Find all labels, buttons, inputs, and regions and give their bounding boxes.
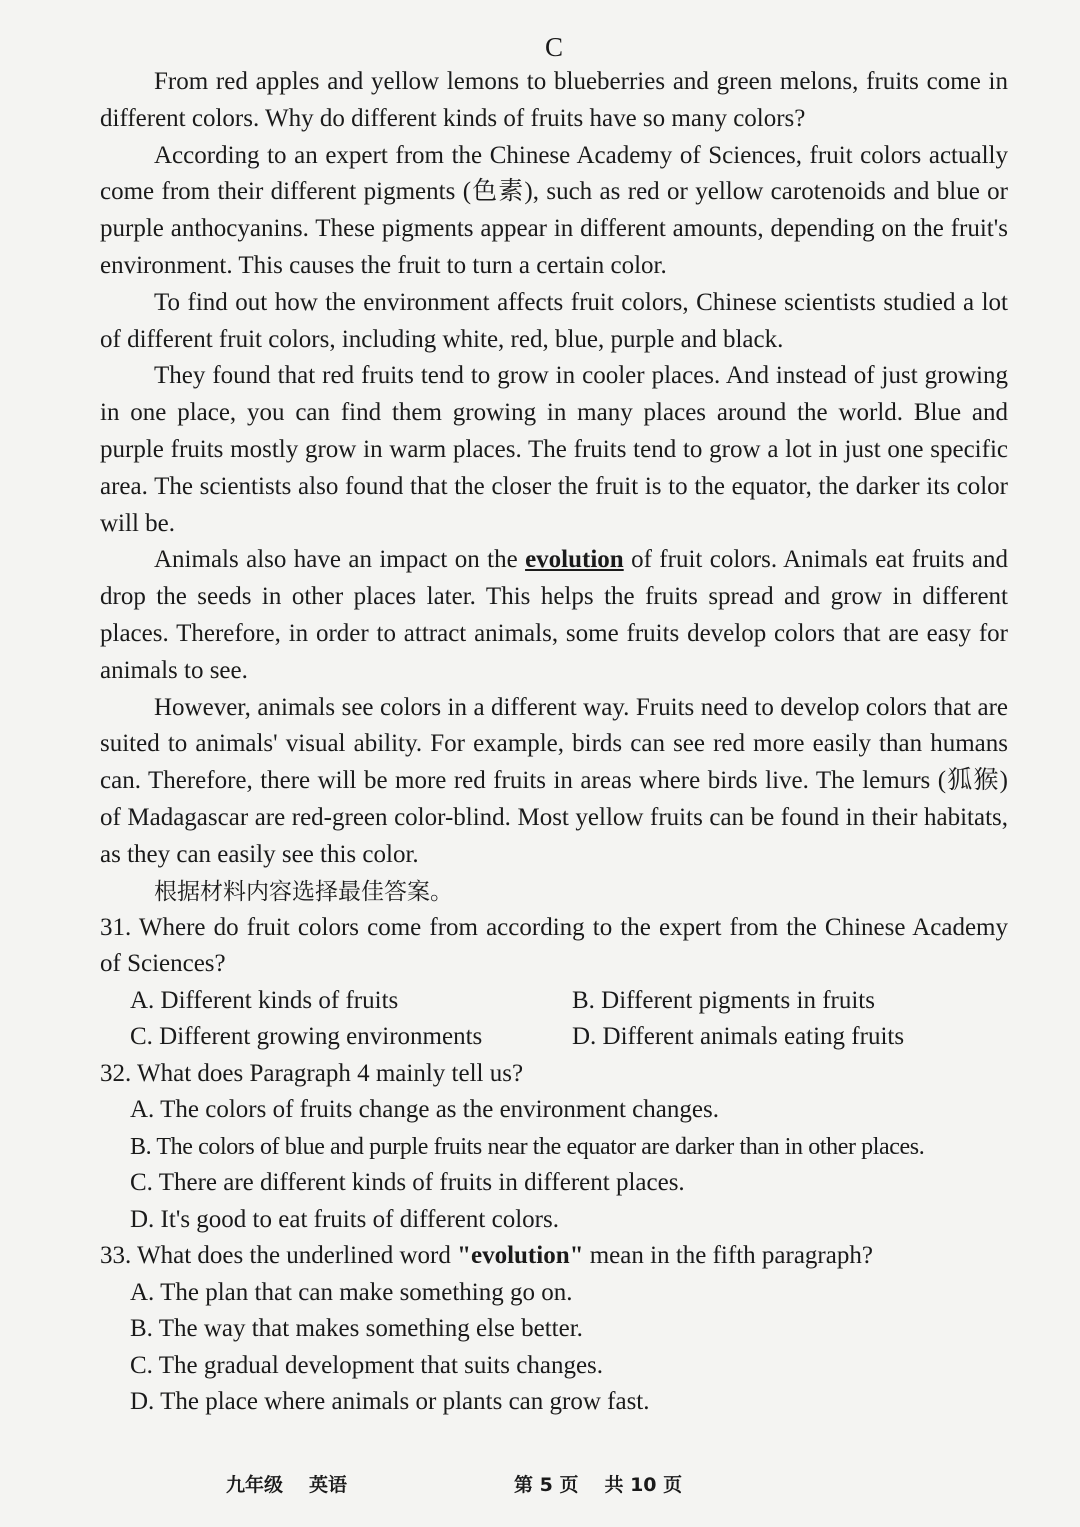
footer-total-pages: 共 10 页: [604, 1474, 683, 1496]
question-31-stem: 31. Where do fruit colors come from according to the expert from the Chinese Academy of Sciences?: [100, 913, 1008, 978]
passage-paragraph-4: They found that red fruits tend to grow in cooler places. And instead of just growing in one place, you can find them growing in many places around the world. Blue and purple fruits mostly grow in warm places. The fruits tend to grow a lot in just one specific area. The scientists also found that the closer the fruit is to the equator, the darker its color will be.: [100, 362, 1008, 537]
underlined-word-evolution: evolution: [525, 546, 624, 574]
question-33-stem-after: mean in the fifth paragraph?: [583, 1242, 873, 1270]
question-31-option-b: B. Different pigments in fruits: [572, 986, 875, 1014]
question-33-option-a: A. The plan that can make something go on.: [130, 1278, 573, 1306]
footer-right: [514, 1470, 682, 1497]
question-31-option-a: A. Different kinds of fruits: [130, 986, 399, 1014]
question-33-stem: [100, 1238, 1008, 1275]
question-33-option-b: B. The way that makes something else better.: [130, 1315, 583, 1343]
question-31-option-d: D. Different animals eating fruits: [572, 1023, 905, 1051]
footer-left: [226, 1470, 347, 1497]
footer-subject: 英语: [309, 1474, 348, 1496]
question-33-stem-word: "evolution": [457, 1242, 584, 1270]
question-31-options: [130, 983, 1008, 1056]
question-31: [100, 910, 1008, 1056]
exam-page: [100, 30, 1008, 1421]
passage-paragraph-5: [100, 542, 1008, 689]
question-33-option-c: C. The gradual development that suits changes.: [130, 1351, 604, 1379]
paragraph-5-after: of fruit colors. Animals eat fruits and drop the seeds in other places later. This helps the fruits spread and grow in different places. Therefore, in order to attract animals, some fruits develop colors that are easy for animals to see.: [100, 546, 1008, 684]
passage-paragraph-1: From red apples and yellow lemons to blueberries and green melons, fruits come in different colors. Why do different kinds of fruits have so many colors?: [100, 68, 1008, 132]
instruction-text: 根据材料内容选择最佳答案。: [154, 878, 453, 905]
question-32-stem: 32. What does Paragraph 4 mainly tell us?: [100, 1059, 524, 1087]
question-31-option-c: C. Different growing environments: [130, 1023, 483, 1051]
section-title: C: [544, 32, 563, 62]
question-33-stem-before: 33. What does the underlined word: [100, 1242, 458, 1270]
passage-paragraph-2: According to an expert from the Chinese Academy of Sciences, fruit colors actually come from their different pigments (色素), such as red or yellow carotenoids and blue or purple anthocyanins. These pigments appear in different amounts, depending on the fruit's environment. This causes the fruit to turn a certain color.: [100, 141, 1008, 279]
paragraph-5-before: Animals also have an impact on the: [154, 546, 526, 574]
question-32-option-c: C. There are different kinds of fruits in different places.: [130, 1169, 685, 1197]
reading-passage: [100, 64, 1008, 874]
question-33-option-d: D. The place where animals or plants can grow fast.: [130, 1388, 650, 1416]
question-33: [100, 1238, 1008, 1421]
footer-page-number: 第 5 页: [514, 1474, 579, 1496]
question-32: [100, 1056, 1008, 1239]
question-32-option-a: A. The colors of fruits change as the environment changes.: [130, 1096, 719, 1124]
footer-grade: 九年级: [226, 1474, 284, 1496]
passage-paragraph-6: However, animals see colors in a different way. Fruits need to develop colors that are suited to animals' visual ability. For example, birds can see red more easily than humans can. Therefore, there will be more red fruits in areas where birds live. The lemurs (狐猴) of Madagascar are red-green color-blind. Most yellow fruits can be found in their habitats, as they can easily see this color.: [100, 693, 1008, 868]
passage-paragraph-3: To find out how the environment affects fruit colors, Chinese scientists studied a lot of different fruit colors, including white, red, blue, purple and black.: [100, 288, 1008, 353]
question-32-option-d: D. It's good to eat fruits of different colors.: [130, 1205, 559, 1233]
question-32-option-b: B. The colors of blue and purple fruits near the equator are darker than in other places.: [130, 1133, 925, 1160]
